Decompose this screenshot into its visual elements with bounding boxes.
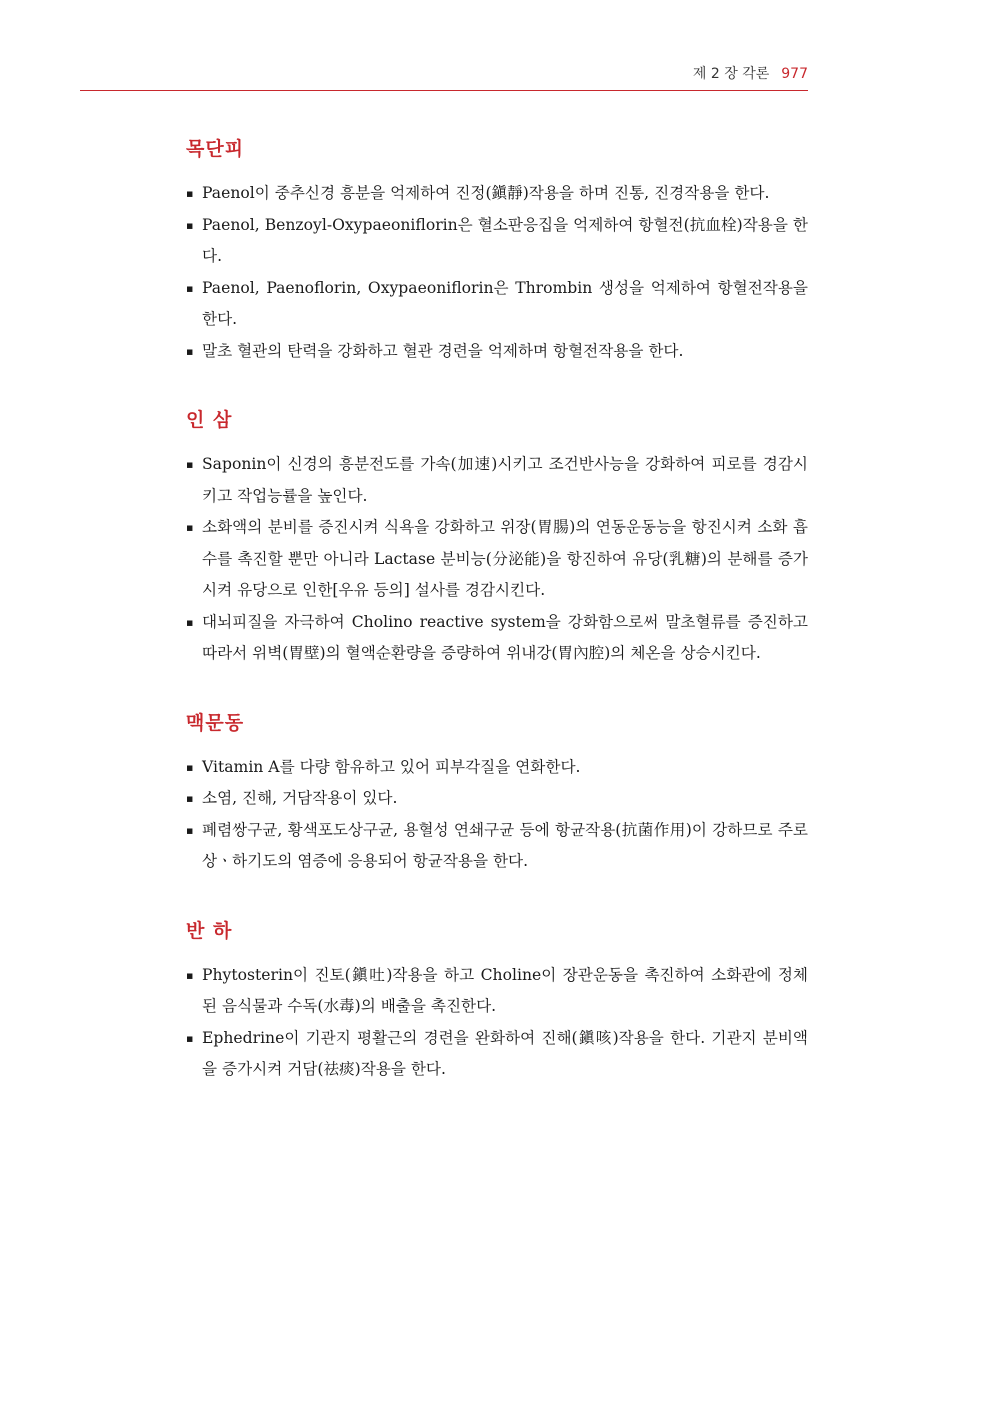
item-text: Paenol, Paenoflorin, Oxypaeoniflorin은 Thrombin 생성을 억제하여 항혈전작용을 한다. <box>202 278 808 328</box>
item-text: 대뇌피질을 자극하여 Cholino reactive system을 강화함으로써 말초혈류를 증진하고 따라서 위벽(胃壁)의 혈액순환량을 증량하여 위내강(胃內腔)의 체온을 상승시킨다. <box>202 612 808 662</box>
page-number: 977 <box>781 66 808 82</box>
item-text: Phytosterin이 진토(鎭吐)작용을 하고 Choline이 장관운동을 촉진하여 소화관에 정체된 음식물과 수독(水毒)의 배출을 촉진한다. <box>202 965 808 1015</box>
bullet-icon: ▪ <box>186 1031 194 1045</box>
item-list <box>186 449 808 670</box>
bullet-icon: ▪ <box>186 823 194 837</box>
list-item <box>186 752 808 784</box>
section-maekmundong <box>186 708 808 878</box>
list-item <box>186 607 808 670</box>
section-moktanpi <box>186 134 808 367</box>
bullet-icon: ▪ <box>186 187 194 200</box>
item-list <box>186 960 808 1086</box>
item-text: 말초 혈관의 탄력을 강화하고 혈관 경련을 억제하며 항혈전작용을 한다. <box>202 341 684 360</box>
bullet-icon: ▪ <box>186 792 194 805</box>
bullet-icon: ▪ <box>186 281 194 295</box>
bullet-icon: ▪ <box>186 521 194 534</box>
section-title: 반 하 <box>186 919 233 942</box>
list-item <box>186 512 808 607</box>
list-item <box>186 960 808 1023</box>
bullet-icon: ▪ <box>186 458 194 471</box>
chapter-title: 제 2 장 각론 <box>692 66 770 82</box>
item-text: 폐렴쌍구균, 황색포도상구균, 용혈성 연쇄구균 등에 항균작용(抗菌作用)이 강하므로 주로 상ㆍ하기도의 염증에 응용되어 항균작용을 한다. <box>202 820 808 870</box>
section-insam <box>186 405 808 670</box>
item-text: Vitamin A를 다량 함유하고 있어 피부각질을 연화한다. <box>202 757 581 776</box>
list-item <box>186 449 808 512</box>
item-list <box>186 178 808 367</box>
bullet-icon: ▪ <box>186 218 194 232</box>
list-item <box>186 210 808 273</box>
running-header <box>80 62 808 91</box>
section-banha <box>186 916 808 1086</box>
list-item <box>186 273 808 336</box>
list-item <box>186 783 808 815</box>
section-title: 인 삼 <box>186 409 233 431</box>
bullet-icon: ▪ <box>186 344 194 358</box>
item-list <box>186 752 808 878</box>
bullet-icon: ▪ <box>186 615 194 629</box>
item-text: Ephedrine이 기관지 평활근의 경련을 완화하여 진해(鎭咳)작용을 한다. 기관지 분비액을 증가시켜 거담(祛痰)작용을 한다. <box>202 1028 808 1078</box>
list-item <box>186 178 808 210</box>
page-body <box>186 134 808 1124</box>
list-item <box>186 336 808 368</box>
item-text: 소염, 진해, 거담작용이 있다. <box>202 789 398 807</box>
section-title: 맥문동 <box>186 711 245 734</box>
section-title: 목단피 <box>186 138 245 160</box>
bullet-icon: ▪ <box>186 968 194 982</box>
list-item <box>186 815 808 878</box>
item-text: 소화액의 분비를 증진시켜 식욕을 강화하고 위장(胃腸)의 연동운동능을 항진시켜 소화 흡수를 촉진할 뿐만 아니라 Lactase 분비능(分泌能)을 항진하여 유당(乳糖)의 분해를 증가시켜 유당으로 인한[우유 등의] 설사를 경감시킨다. <box>202 518 808 599</box>
item-text: Paenol이 중추신경 흥분을 억제하여 진정(鎭靜)작용을 하며 진통, 진경작용을 한다. <box>202 184 770 202</box>
list-item <box>186 1023 808 1086</box>
item-text: Saponin이 신경의 흥분전도를 가속(加速)시키고 조건반사능을 강화하여 피로를 경감시키고 작업능률을 높인다. <box>202 455 808 505</box>
bullet-icon: ▪ <box>186 760 194 774</box>
item-text: Paenol, Benzoyl-Oxypaeoniflorin은 혈소판응집을 억제하여 항혈전(抗血栓)작용을 한다. <box>202 215 808 265</box>
